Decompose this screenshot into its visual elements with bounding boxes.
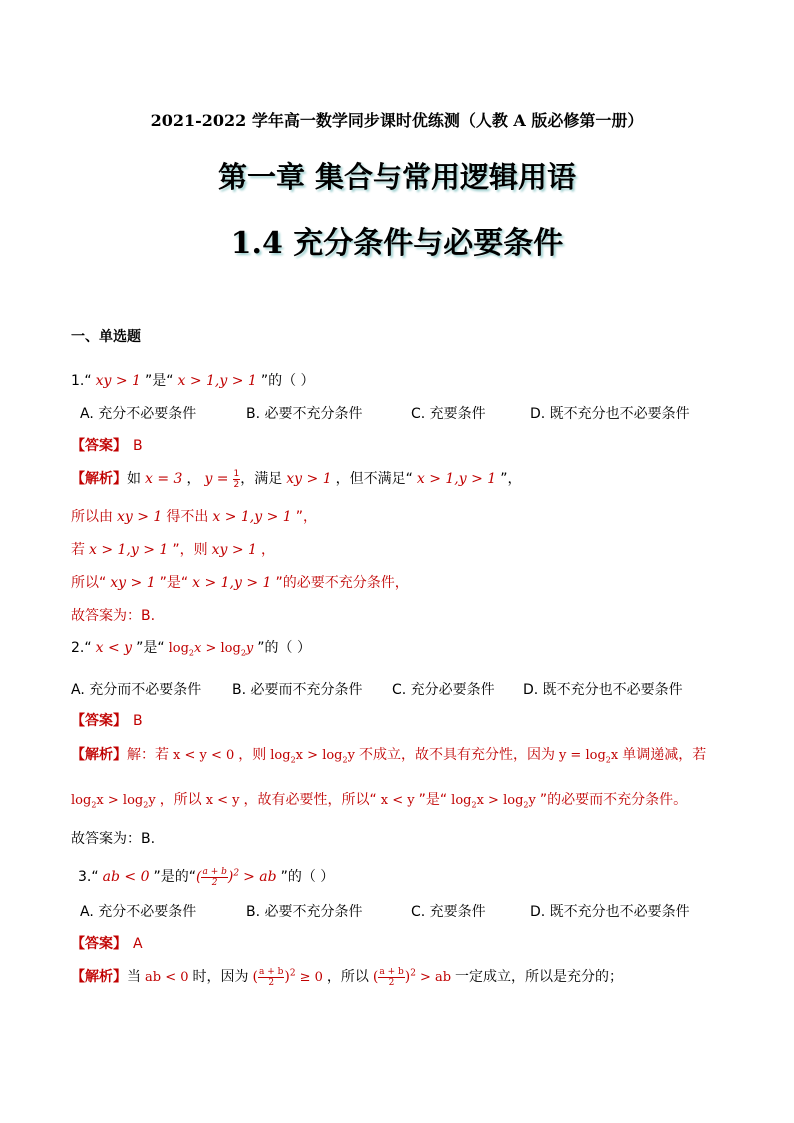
q1-analysis-line-2: 所以由 xy > 1 得不出 x > 1,y > 1 ”， xyxy=(71,509,317,525)
q3-option-d: D. 既不充分也不必要条件 xyxy=(530,904,690,920)
q1-option-a: A. 充分不必要条件 xyxy=(80,406,197,422)
q2-answer: 【答案】 B xyxy=(71,713,143,729)
q3-analysis-line-1: 【解析】当 ab < 0 时，因为 ( $\frac{a + b}{2}$ )$^2$ ≥ 0 ，所以 ( $\frac{a + b}{2}$ )$^2$ > ab 一定成立，所以是充分的； xyxy=(71,966,624,988)
q1-conclusion: 故答案为：B. xyxy=(71,608,156,624)
fraction: $\frac{1}{2}$ xyxy=(233,468,240,490)
q2-conclusion: 故答案为：B. xyxy=(71,831,156,847)
q2-option-d: D. 既不充分也不必要条件 xyxy=(523,682,683,698)
q1-analysis-line-4: 所以“ xy > 1 ”是“ x > 1,y > 1 ”的必要不充分条件， xyxy=(71,575,409,591)
q2-option-b: B. 必要而不充分条件 xyxy=(232,682,363,698)
q1-answer: 【答案】 B xyxy=(71,438,143,454)
q2-option-c: C. 充分必要条件 xyxy=(392,682,495,698)
q1-option-c: C. 充要条件 xyxy=(411,406,486,422)
q3-answer: 【答案】 A xyxy=(71,936,143,952)
question-3-stem: 3.“ ab < 0 ”是的“( $\frac{a + b}{2}$ )$^2$ > ab ”的（ ） xyxy=(78,866,335,888)
question-1-stem: 1.“ xy > 1 ”是“ x > 1,y > 1 ”的（ ） xyxy=(71,373,315,389)
document-header: 2021-2022 学年高一数学同步课时优练测（人教 A 版必修第一册） xyxy=(150,111,644,130)
q2-analysis-line-1: 【解析】解：若 x < y < 0 ，则 $\log_2x > \log_2y$ 不成立，故不具有充分性，因为 $y = \log_2x$ 单调递减，若 xyxy=(71,747,707,765)
q1-analysis-line-3: 若 x > 1,y > 1 ”，则 xy > 1 ， xyxy=(71,542,275,558)
chapter-title: 第一章 集合与常用逻辑用语 xyxy=(217,160,577,194)
q1-option-b: B. 必要不充分条件 xyxy=(246,406,363,422)
q2-option-a: A. 充分而不必要条件 xyxy=(71,682,202,698)
q1-option-d: D. 既不充分也不必要条件 xyxy=(530,406,690,422)
section-title: 1.4 充分条件与必要条件 xyxy=(230,226,564,261)
q3-option-c: C. 充要条件 xyxy=(411,904,486,920)
q3-option-b: B. 必要不充分条件 xyxy=(246,904,363,920)
part-heading: 一、单选题 xyxy=(71,329,141,345)
q3-option-a: A. 充分不必要条件 xyxy=(80,904,197,920)
q1-analysis-line-1: 【解析】如 x = 3 ， y = $\frac{1}{2}$ ，满足 xy > 1 ，但不满足“ x > 1,y > 1 ”， xyxy=(71,468,522,490)
question-2-stem: 2.“ x < y ”是“ $\log_2x > \log_2y$ ”的（ ） xyxy=(71,640,311,658)
q2-analysis-line-2: $\log_2x > \log_2y$ ，所以 x < y ，故有必要性，所以“ x < y ”是“ $\log_2x > \log_2y$ ”的必要而不充分条件。 xyxy=(71,792,688,810)
